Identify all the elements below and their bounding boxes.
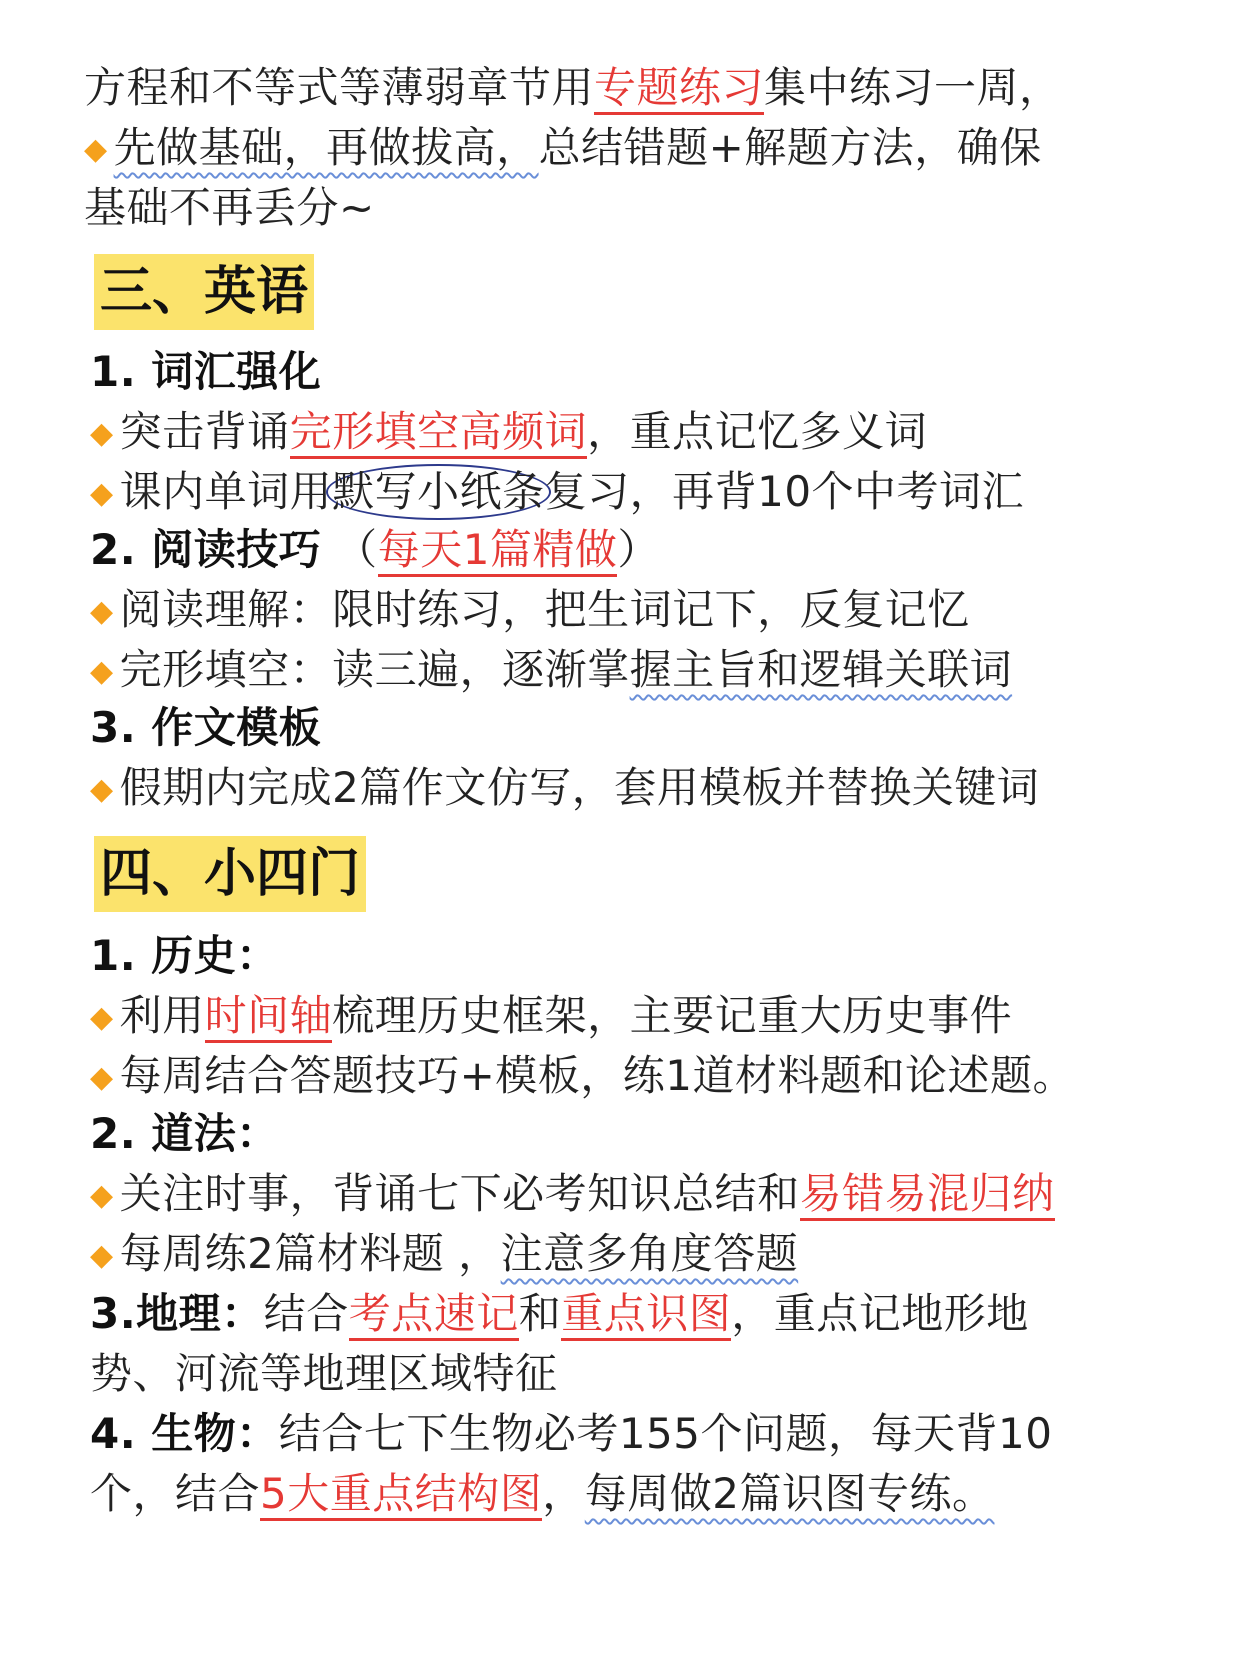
- paren-close: ）: [617, 525, 660, 574]
- wavy-underlined-text: 每周做2篇识图专练。: [584, 1469, 995, 1518]
- bullet-text: 阅读理解：限时练习，把生词记下，反复记忆: [119, 585, 970, 634]
- body-text: 个，结合: [90, 1469, 261, 1518]
- orange-diamond-icon: ◆: [90, 772, 114, 807]
- bullet-text: 课内单词用: [119, 467, 333, 516]
- section-heading-minor-subjects: 四、小四门: [94, 836, 366, 912]
- circled-text: 默写小纸条: [326, 464, 551, 520]
- orange-diamond-icon: ◆: [90, 1060, 114, 1095]
- intro-text: 基础不再丢分~: [84, 183, 375, 232]
- intro-text: 总结错题+解题方法，确保: [538, 123, 1042, 172]
- wavy-underlined-text: 先做基础，再做拔高，: [113, 123, 539, 172]
- body-text: 和: [518, 1289, 562, 1338]
- bullet-vocab-1: [90, 402, 927, 467]
- subheading-reading: [90, 520, 660, 580]
- section-heading-english: 三、英语: [94, 254, 314, 330]
- orange-diamond-icon: ◆: [90, 654, 114, 689]
- wavy-underlined-text: 握主旨和逻辑关联词: [629, 645, 1013, 694]
- subheading-vocab: [90, 342, 321, 402]
- bullet-vocab-2: [90, 462, 1024, 527]
- body-text: 结合: [263, 1289, 349, 1338]
- paren-open: （: [335, 525, 378, 574]
- orange-diamond-icon: ◆: [90, 476, 114, 511]
- bullet-history-1: [90, 986, 1012, 1051]
- orange-diamond-icon: ◆: [90, 1178, 114, 1213]
- wavy-underlined-text: 注意多角度答题: [500, 1229, 799, 1278]
- geography-line-1: [90, 1284, 1029, 1344]
- highlight-map-reading: 重点识图: [561, 1289, 731, 1341]
- bullet-reading-2: [90, 640, 1012, 705]
- subheading-law: [90, 1104, 279, 1164]
- orange-diamond-icon: ◆: [90, 416, 114, 451]
- orange-diamond-icon: ◆: [90, 1000, 114, 1035]
- bullet-text: 突击背诵: [119, 407, 290, 456]
- subheading-text: 1. 历史：: [90, 931, 279, 980]
- intro-line-3: [84, 178, 375, 238]
- body-text: 结合七下生物必考155个问题，每天背10: [278, 1409, 1053, 1458]
- subheading-text: 3. 作文模板: [90, 703, 322, 752]
- bullet-text: 完形填空：读三遍，逐渐掌: [119, 645, 630, 694]
- bullet-law-2: [90, 1224, 798, 1289]
- orange-diamond-icon: ◆: [90, 594, 114, 629]
- body-text: ，重点记地形地: [731, 1289, 1029, 1338]
- biology-line-2: [90, 1464, 995, 1524]
- subheading-text: 3.地理：: [90, 1289, 264, 1338]
- bullet-text: 每周练2篇材料题 ，: [119, 1229, 501, 1278]
- bullet-writing-1: [90, 758, 1039, 823]
- bullet-text: 复习，再背10个中考词汇: [544, 467, 1025, 516]
- highlight-cloze-words: 完形填空高频词: [290, 407, 588, 459]
- bullet-history-2: [90, 1046, 1075, 1111]
- orange-diamond-icon: ◆: [90, 1238, 114, 1273]
- bullet-text: ，重点记忆多义词: [587, 407, 928, 456]
- body-text: ，: [542, 1469, 585, 1518]
- subheading-history: [90, 926, 279, 986]
- body-text: 势、河流等地理区域特征: [90, 1349, 558, 1398]
- highlight-topic-practice: 专题练习: [594, 63, 764, 115]
- bullet-text: 梳理历史框架，主要记重大历史事件: [332, 991, 1013, 1040]
- intro-text: 集中练习一周，: [764, 63, 1062, 112]
- highlight-timeline: 时间轴: [205, 991, 333, 1043]
- highlight-structure-diagrams: 5大重点结构图: [260, 1469, 542, 1521]
- geography-line-2: [90, 1344, 558, 1404]
- subheading-text: 4. 生物：: [90, 1409, 279, 1458]
- subheading-text: 2. 道法：: [90, 1109, 279, 1158]
- subheading-writing: [90, 698, 321, 758]
- orange-diamond-icon: ◆: [84, 132, 108, 167]
- highlight-error-summary: 易错易混归纳: [800, 1169, 1055, 1221]
- bullet-text: 关注时事，背诵七下必考知识总结和: [119, 1169, 800, 1218]
- bullet-text: 每周结合答题技巧+模板，练1道材料题和论述题。: [119, 1051, 1075, 1100]
- bullet-law-1: [90, 1164, 1055, 1229]
- intro-text: 方程和不等式等薄弱章节用: [84, 63, 595, 112]
- highlight-key-points: 考点速记: [349, 1289, 519, 1341]
- subheading-text: 2. 阅读技巧: [90, 525, 322, 574]
- highlight-daily-reading: 每天1篇精做: [378, 525, 618, 577]
- bullet-text: 假期内完成2篇作文仿写，套用模板并替换关键词: [119, 763, 1040, 812]
- biology-line-1: [90, 1404, 1052, 1464]
- intro-line-2: [84, 118, 1042, 183]
- bullet-reading-1: [90, 580, 970, 645]
- bullet-text: 利用: [119, 991, 205, 1040]
- intro-line-1: [84, 58, 1062, 118]
- subheading-text: 1. 词汇强化: [90, 347, 322, 396]
